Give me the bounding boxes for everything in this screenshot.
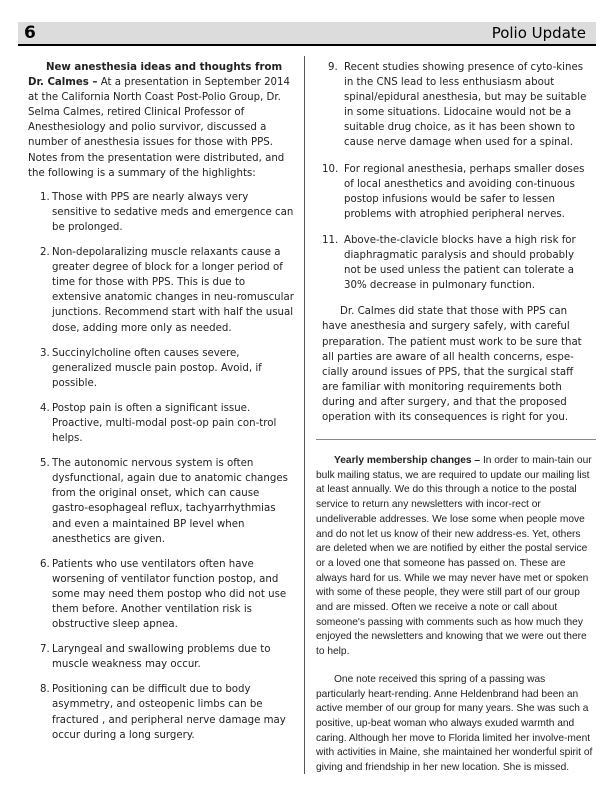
page-header [18,22,596,46]
list-item-number: 1. [40,191,50,203]
list-item-text: Succinylcholine often causes severe, generalized muscle pain postop. Avoid, if possible. [52,347,262,389]
anesthesia-intro [28,60,296,181]
list-item-text: For regional anesthesia, perhaps smaller doses of local anesthetics and avoiding con-tinuous postop infusions would be safer to lessen problems with atrophied peripheral nerves. [344,163,585,220]
list-item-number: 8. [40,684,50,696]
list-item-text: Laryngeal and swallowing problems due to muscle weakness may occur. [52,644,271,671]
page-number: 6 [24,23,36,43]
list-item-text: Patients who use ventilators often have worsening of ventilator function postop, and some may need them postop who did not use them before. Another ventilation risk is obstructive sleep apnea. [52,558,287,631]
anesthesia-list-left [28,190,296,743]
membership-article [316,454,596,776]
list-item-number: 7. [40,644,50,656]
list-item [28,456,296,547]
anesthesia-heading: New anesthesia ideas and thoughts from Dr. Calmes – [28,62,283,89]
list-item [322,60,592,151]
list-item [28,557,296,632]
list-item-number: 6. [40,558,50,570]
list-item-number: 2. [40,247,50,259]
membership-heading: Yearly membership changes – [334,455,481,466]
list-item-text: Those with PPS are nearly always very sensitive to sedative meds and emergence can be prolonged. [52,191,294,233]
publication-title: Polio Update [491,24,586,42]
list-item-text: Non-depolaralizing muscle relaxants cause a greater degree of block for a longer period of time for those with PPS. This is due to extensive anatomic changes in neu-romuscular junctions. Recommend start with half the usual dose, adding more only as needed. [52,247,294,334]
list-item-number: 5. [40,458,50,470]
list-item [28,245,296,336]
list-item-number: 11. [322,234,339,246]
list-item-number: 10. [322,163,339,175]
anesthesia-list-right [322,60,592,293]
list-item [28,682,296,742]
list-item-number: 9. [328,62,338,73]
list-item-number: 4. [40,402,50,414]
anesthesia-article-left [28,60,296,743]
list-item-text: Recent studies showing presence of cyto-kines in the CNS lead to less enthusiasm about spinal/epidural anesthesia, but may be suitable in some situations. Lidocaine would not be a suitable drug choice, as it has been shown to cause nerve damage when used for a spinal. [344,62,587,149]
list-item [28,190,296,235]
anesthesia-closing: Dr. Calmes did state that those with PPS can have anesthesia and surgery safely, with careful preparation. The patient must work to be sure that all parties are aware of all health concerns, espe-cially around issues of PPS, that the surgical staff are familiar with monitoring requirements both during and after surgery, and that the proposed operation with its consequences is right for you. [322,306,582,423]
anesthesia-article-right [322,60,592,425]
list-item [28,346,296,391]
section-divider [316,439,596,440]
list-item-text: Above-the-clavicle blocks have a high risk for diaphragmatic paralysis and should probably not be used unless the patient can tolerate a 30% decrease in pulmonary function. [344,234,576,292]
list-item [28,642,296,672]
list-item-text: The autonomic nervous system is often dysfunctional, again due to anatomic changes from the original onset, which can cause gastro-esophageal reflux, tachyarrhythmias and even a maintained BP level when anesthetics are given. [52,458,288,545]
membership-para-2: One note received this spring of a passing was particularly heart-rending. Anne Heldenbrand had been an active member of our group for many years. She was such a positive, up-beat woman who always exuded warmth and caring. Although her move to Florida limited her involve-ment with activities in Maine, she maintained her wonderful spirit of giving and friendship in her new location. She is missed. [316,673,593,774]
list-item-number: 3. [40,347,50,359]
list-item [322,162,592,222]
list-item [322,233,592,293]
list-item-text: Positioning can be difficult due to body asymmetry, and osteopenic limbs can be fractured , and peripheral nerve damage may occur during a long surgery. [52,684,286,741]
list-item [28,401,296,446]
membership-para-1 [316,454,596,660]
list-item-text: Postop pain is often a significant issue. Proactive, multi-modal post-op pain con-trol helps. [52,402,277,445]
anesthesia-intro-text: At a presentation in September 2014 at the California North Coast Post-Polio Group, Dr. Selma Calmes, retired Clinical Professor of Anesthesiology and polio survivor, discussed a number of anesthesia issues for those with PPS. Notes from the presentation were distributed, and the following is a summary of the highlights: [28,77,290,179]
membership-para-1-text: In order to main-tain our bulk mailing status, we are required to update our mailing list at least annually. We do this through a notice to the postal service to return any newsletters with incor-rect or undeliverable addresses. We lose some when people move and do not let us know of their new address-es. Yet, others are deleted when we are notified by either the postal service or a loved one that someone has passed on. These are always hard for us. While we may never have met or spoken with some of these people, they were still part of our group and are missed. Often we receive a note or call about someone's passing with comments such as how much they enjoyed the newsletters and knowing that we were out there to help. [316,455,592,658]
column-divider [304,56,305,774]
